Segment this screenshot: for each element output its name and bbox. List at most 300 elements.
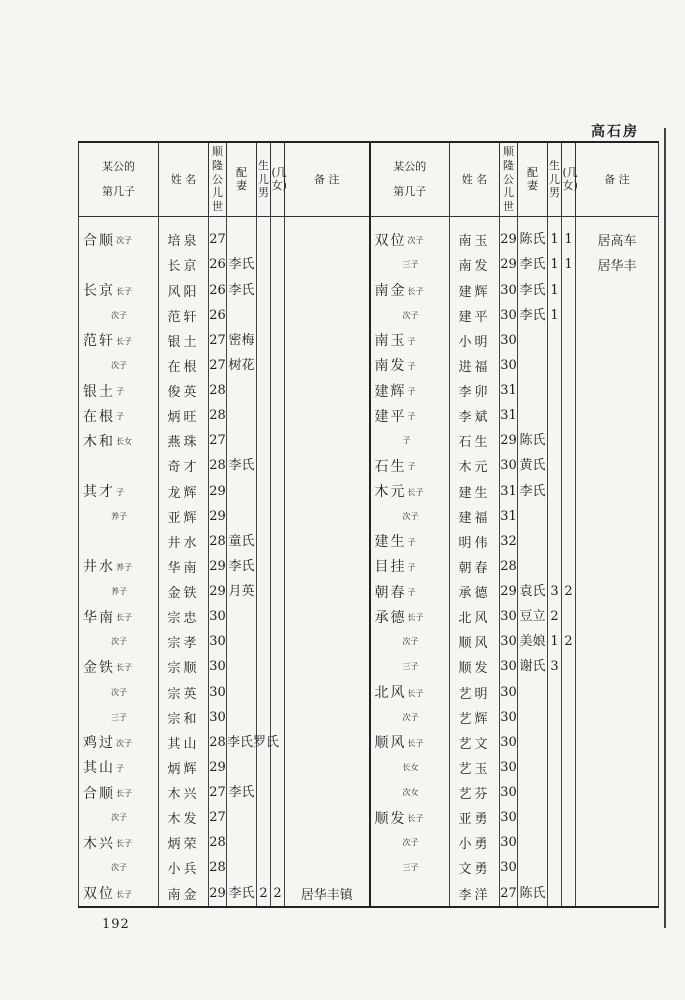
birth-order: 子 (407, 588, 416, 598)
right-parent-cell (370, 278, 450, 303)
birth-order: 长女 (116, 437, 132, 447)
left-wife-cell: 树花 (227, 353, 257, 378)
left-wife-cell: 李氏罗氏 (227, 730, 257, 755)
left-name-cell: 长京 (159, 252, 209, 277)
left-name-cell: 奇才 (159, 453, 209, 478)
birth-order: 长子 (116, 286, 132, 296)
right-parent-cell (370, 881, 450, 908)
right-parent-cell (370, 252, 450, 277)
left-parent-cell (79, 654, 159, 679)
right-daughters-cell (562, 554, 576, 579)
left-name-cell: 风阳 (159, 278, 209, 303)
birth-order: 子 (407, 336, 416, 346)
right-daughters-cell: 2 (562, 629, 576, 654)
left-name-cell: 宗英 (159, 680, 209, 705)
right-sons-cell (548, 830, 562, 855)
left-daughters-cell (271, 504, 285, 529)
left-daughters-cell (271, 604, 285, 629)
left-note-cell (285, 830, 370, 855)
left-parent-cell (79, 705, 159, 730)
birth-order: 子 (402, 436, 411, 446)
left-name-cell: 木发 (159, 805, 209, 830)
parent-name: 南发 (374, 358, 407, 375)
left-note-cell (285, 403, 370, 428)
left-parent-cell (79, 278, 159, 303)
right-wife-cell (518, 504, 548, 529)
right-parent-cell (370, 479, 450, 504)
left-gen-cell: 29 (209, 881, 227, 908)
left-wife-cell (227, 855, 257, 880)
parent-name: 长京 (83, 283, 115, 300)
table-row (79, 705, 659, 730)
table-row (79, 303, 659, 328)
parent-name: 其才 (83, 484, 115, 501)
right-note-cell (576, 705, 659, 730)
right-parent-cell (370, 504, 450, 529)
left-note-cell (285, 453, 370, 478)
right-parent-cell (370, 830, 450, 855)
birth-order: 次女 (402, 788, 419, 798)
right-note-cell (576, 730, 659, 755)
parent-name: 建辉 (374, 383, 407, 400)
right-daughters-cell (562, 428, 576, 453)
left-sons-cell (257, 755, 271, 780)
birth-order: 长子 (407, 487, 424, 497)
right-wife-cell (518, 353, 548, 378)
left-daughters-cell (271, 780, 285, 805)
left-note-cell (285, 353, 370, 378)
right-daughters-cell (562, 504, 576, 529)
right-wife-cell: 谢氏 (518, 654, 548, 679)
left-gen-cell: 28 (209, 730, 227, 755)
left-gen-cell: 26 (209, 252, 227, 277)
left-wife-cell: 李氏 (227, 881, 257, 908)
page-number: 192 (102, 917, 130, 932)
left-parent-cell (79, 855, 159, 880)
table-row (79, 252, 659, 277)
right-daughters-cell (562, 705, 576, 730)
birth-order: 长子 (116, 839, 132, 849)
right-name-cell: 艺芬 (450, 780, 500, 805)
left-name-cell: 炳荣 (159, 830, 209, 855)
birth-order: 子 (407, 562, 416, 572)
right-note-cell (576, 403, 659, 428)
table-row (79, 328, 659, 353)
column-header-sons: 生儿男 (548, 142, 562, 216)
right-gen-cell: 30 (500, 705, 518, 730)
table-row (79, 805, 659, 830)
parent-name: 顺风 (374, 735, 407, 752)
birth-order: 次子 (111, 687, 127, 697)
birth-order: 长子 (116, 789, 132, 799)
right-parent-cell (370, 303, 450, 328)
right-parent-cell (370, 805, 450, 830)
right-gen-cell: 30 (500, 278, 518, 303)
column-header-parent: 某公的 第几子 (370, 142, 450, 216)
left-parent-cell (79, 403, 159, 428)
right-daughters-cell (562, 278, 576, 303)
right-sons-cell (548, 504, 562, 529)
left-gen-cell: 30 (209, 705, 227, 730)
left-gen-cell: 27 (209, 428, 227, 453)
left-wife-cell: 李氏 (227, 252, 257, 277)
left-wife-cell (227, 378, 257, 403)
left-sons-cell (257, 328, 271, 353)
left-wife-cell: 李氏 (227, 554, 257, 579)
left-parent-cell (79, 353, 159, 378)
left-note-cell (285, 705, 370, 730)
right-parent-cell (370, 705, 450, 730)
parent-name: 银土 (83, 383, 115, 400)
right-note-cell (576, 680, 659, 705)
right-note-cell (576, 453, 659, 478)
column-header-daughters: (几女) (562, 142, 576, 216)
right-wife-cell: 李氏 (518, 479, 548, 504)
parent-name: 建生 (374, 534, 407, 551)
right-gen-cell: 30 (500, 328, 518, 353)
right-daughters-cell (562, 780, 576, 805)
column-header-note: 备 注 (576, 142, 659, 216)
right-wife-cell: 李氏 (518, 252, 548, 277)
right-gen-cell: 31 (500, 504, 518, 529)
parent-name: 鸡过 (83, 735, 115, 752)
left-note-cell (285, 755, 370, 780)
left-parent-cell (79, 730, 159, 755)
birth-order: 养子 (116, 562, 132, 572)
left-wife-cell: 密梅 (227, 328, 257, 353)
right-daughters-cell: 1 (562, 252, 576, 277)
left-parent-cell (79, 780, 159, 805)
birth-order: 次子 (111, 863, 127, 873)
left-note-cell (285, 479, 370, 504)
right-sons-cell: 3 (548, 654, 562, 679)
right-sons-cell: 1 (548, 216, 562, 252)
left-gen-cell: 29 (209, 579, 227, 604)
right-sons-cell: 1 (548, 303, 562, 328)
right-note-cell (576, 755, 659, 780)
birth-order: 长女 (402, 762, 419, 772)
right-name-cell: 北风 (450, 604, 500, 629)
right-sons-cell: 1 (548, 278, 562, 303)
left-name-cell: 木兴 (159, 780, 209, 805)
table-row (79, 554, 659, 579)
table-row (79, 403, 659, 428)
parent-name: 建平 (374, 408, 407, 425)
birth-order: 次子 (402, 838, 419, 848)
right-note-cell (576, 881, 659, 908)
right-name-cell: 承德 (450, 579, 500, 604)
table-row (79, 378, 659, 403)
table-row (79, 680, 659, 705)
left-wife-cell: 李氏 (227, 278, 257, 303)
right-sons-cell: 1 (548, 629, 562, 654)
parent-name: 华南 (83, 609, 115, 626)
left-gen-cell: 29 (209, 554, 227, 579)
birth-order: 养子 (111, 587, 127, 597)
page-edge-line (664, 128, 666, 928)
column-header-name: 姓 名 (159, 142, 209, 216)
right-daughters-cell (562, 881, 576, 908)
birth-order: 长子 (116, 613, 132, 623)
right-gen-cell: 30 (500, 780, 518, 805)
parent-name: 合顺 (83, 785, 115, 802)
right-parent-cell (370, 629, 450, 654)
right-parent-cell (370, 730, 450, 755)
right-daughters-cell (562, 303, 576, 328)
left-parent-cell (79, 604, 159, 629)
right-wife-cell (518, 529, 548, 554)
left-wife-cell (227, 403, 257, 428)
parent-name: 双位 (83, 886, 115, 903)
right-wife-cell: 黄氏 (518, 453, 548, 478)
right-gen-cell: 30 (500, 629, 518, 654)
right-name-cell: 艺辉 (450, 705, 500, 730)
table-row (79, 504, 659, 529)
left-parent-cell (79, 830, 159, 855)
right-sons-cell (548, 554, 562, 579)
birth-order: 养子 (111, 511, 127, 521)
birth-order: 次子 (402, 712, 419, 722)
left-gen-cell: 29 (209, 479, 227, 504)
left-name-cell: 培泉 (159, 216, 209, 252)
birth-order: 次子 (407, 236, 424, 246)
table-row (79, 353, 659, 378)
birth-order: 次子 (116, 236, 132, 246)
right-gen-cell: 27 (500, 881, 518, 908)
left-note-cell: 居华丰镇 (285, 881, 370, 908)
left-gen-cell: 28 (209, 403, 227, 428)
left-daughters-cell (271, 830, 285, 855)
left-gen-cell: 27 (209, 805, 227, 830)
right-gen-cell: 30 (500, 303, 518, 328)
column-header-daughters: (几女) (271, 142, 285, 216)
column-header-note: 备 注 (285, 142, 370, 216)
left-sons-cell (257, 479, 271, 504)
left-parent-cell (79, 378, 159, 403)
left-wife-cell (227, 830, 257, 855)
right-wife-cell: 陈氏 (518, 428, 548, 453)
left-gen-cell: 26 (209, 303, 227, 328)
right-sons-cell (548, 428, 562, 453)
column-header-wife: 配 妻 (518, 142, 548, 216)
right-gen-cell: 29 (500, 252, 518, 277)
left-daughters-cell (271, 579, 285, 604)
left-gen-cell: 28 (209, 453, 227, 478)
left-sons-cell (257, 453, 271, 478)
right-daughters-cell (562, 403, 576, 428)
left-name-cell: 宗忠 (159, 604, 209, 629)
left-sons-cell (257, 830, 271, 855)
left-note-cell (285, 378, 370, 403)
right-gen-cell: 31 (500, 403, 518, 428)
left-gen-cell: 28 (209, 378, 227, 403)
table-row (79, 730, 659, 755)
right-wife-cell (518, 805, 548, 830)
right-gen-cell: 28 (500, 554, 518, 579)
right-sons-cell (548, 378, 562, 403)
right-name-cell: 建辉 (450, 278, 500, 303)
birth-order: 子 (407, 462, 416, 472)
birth-order: 次子 (111, 813, 127, 823)
left-note-cell (285, 504, 370, 529)
left-gen-cell: 27 (209, 353, 227, 378)
left-wife-cell (227, 629, 257, 654)
left-daughters-cell (271, 453, 285, 478)
genealogy-table (78, 141, 659, 908)
left-parent-cell (79, 252, 159, 277)
left-note-cell (285, 554, 370, 579)
right-daughters-cell: 2 (562, 579, 576, 604)
left-daughters-cell (271, 654, 285, 679)
parent-name: 井水 (83, 559, 115, 576)
birth-order: 长子 (407, 613, 424, 623)
parent-name: 朝春 (374, 584, 407, 601)
right-note-cell: 居华丰 (576, 252, 659, 277)
right-wife-cell: 陈氏 (518, 881, 548, 908)
birth-order: 子 (116, 487, 124, 497)
table-row (79, 629, 659, 654)
left-parent-cell (79, 529, 159, 554)
right-wife-cell: 袁氏 (518, 579, 548, 604)
left-name-cell: 金铁 (159, 579, 209, 604)
right-note-cell (576, 654, 659, 679)
left-note-cell (285, 303, 370, 328)
birth-order: 次子 (402, 637, 419, 647)
right-name-cell: 艺玉 (450, 755, 500, 780)
right-gen-cell: 30 (500, 730, 518, 755)
right-parent-cell (370, 680, 450, 705)
parent-name: 木和 (83, 433, 115, 450)
left-name-cell: 范轩 (159, 303, 209, 328)
right-parent-cell (370, 579, 450, 604)
right-gen-cell: 29 (500, 579, 518, 604)
left-wife-cell (227, 705, 257, 730)
left-wife-cell (227, 303, 257, 328)
left-wife-cell (227, 805, 257, 830)
right-daughters-cell (562, 328, 576, 353)
birth-order: 子 (116, 387, 124, 397)
right-wife-cell (518, 780, 548, 805)
left-name-cell: 宗和 (159, 705, 209, 730)
table-row (79, 479, 659, 504)
left-parent-cell (79, 303, 159, 328)
right-wife-cell (518, 830, 548, 855)
left-wife-cell: 李氏 (227, 780, 257, 805)
left-gen-cell: 27 (209, 328, 227, 353)
right-sons-cell (548, 780, 562, 805)
right-name-cell: 建平 (450, 303, 500, 328)
birth-order: 子 (407, 387, 416, 397)
table-body (79, 216, 659, 907)
left-gen-cell: 30 (209, 629, 227, 654)
left-sons-cell (257, 855, 271, 880)
right-name-cell: 南玉 (450, 216, 500, 252)
right-sons-cell (548, 855, 562, 880)
left-name-cell: 南金 (159, 881, 209, 908)
left-gen-cell: 28 (209, 855, 227, 880)
left-gen-cell: 29 (209, 504, 227, 529)
left-note-cell (285, 680, 370, 705)
right-note-cell (576, 855, 659, 880)
left-daughters-cell (271, 328, 285, 353)
parent-name: 石生 (374, 458, 407, 475)
left-parent-cell (79, 504, 159, 529)
left-note-cell (285, 252, 370, 277)
left-daughters-cell (271, 378, 285, 403)
right-daughters-cell (562, 830, 576, 855)
left-gen-cell: 30 (209, 654, 227, 679)
left-sons-cell (257, 629, 271, 654)
left-wife-cell (227, 504, 257, 529)
left-gen-cell: 30 (209, 604, 227, 629)
left-sons-cell (257, 529, 271, 554)
birth-order: 长子 (116, 663, 132, 673)
left-sons-cell (257, 252, 271, 277)
birth-order: 三子 (111, 712, 127, 722)
right-parent-cell (370, 216, 450, 252)
left-gen-cell: 30 (209, 680, 227, 705)
birth-order: 长子 (407, 814, 424, 824)
right-name-cell: 进福 (450, 353, 500, 378)
left-sons-cell (257, 278, 271, 303)
right-parent-cell (370, 428, 450, 453)
birth-order: 次子 (111, 637, 127, 647)
right-parent-cell (370, 755, 450, 780)
right-daughters-cell (562, 755, 576, 780)
left-sons-cell (257, 579, 271, 604)
left-wife-cell (227, 654, 257, 679)
right-sons-cell (548, 353, 562, 378)
left-daughters-cell (271, 529, 285, 554)
right-note-cell (576, 604, 659, 629)
right-gen-cell: 30 (500, 805, 518, 830)
table-row (79, 216, 659, 252)
left-parent-cell (79, 428, 159, 453)
left-sons-cell (257, 805, 271, 830)
right-name-cell: 亚勇 (450, 805, 500, 830)
right-parent-cell (370, 453, 450, 478)
birth-order: 三子 (402, 260, 419, 270)
right-sons-cell (548, 479, 562, 504)
right-sons-cell (548, 328, 562, 353)
left-gen-cell: 28 (209, 830, 227, 855)
left-daughters-cell (271, 855, 285, 880)
right-note-cell (576, 830, 659, 855)
left-daughters-cell (271, 805, 285, 830)
right-wife-cell (518, 554, 548, 579)
right-sons-cell (548, 805, 562, 830)
right-parent-cell (370, 328, 450, 353)
right-note-cell (576, 278, 659, 303)
column-header-wife: 配 妻 (227, 142, 257, 216)
right-wife-cell (518, 403, 548, 428)
right-sons-cell (548, 680, 562, 705)
parent-name: 南金 (374, 283, 407, 300)
birth-order: 子 (407, 361, 416, 371)
right-sons-cell (548, 403, 562, 428)
left-parent-cell (79, 216, 159, 252)
parent-name: 金铁 (83, 659, 115, 676)
left-wife-cell: 童氏 (227, 529, 257, 554)
left-note-cell (285, 654, 370, 679)
table-row (79, 579, 659, 604)
right-note-cell (576, 805, 659, 830)
right-name-cell: 李洋 (450, 881, 500, 908)
birth-order: 次子 (402, 511, 419, 521)
left-note-cell (285, 328, 370, 353)
left-name-cell: 井水 (159, 529, 209, 554)
birth-order: 子 (407, 412, 416, 422)
